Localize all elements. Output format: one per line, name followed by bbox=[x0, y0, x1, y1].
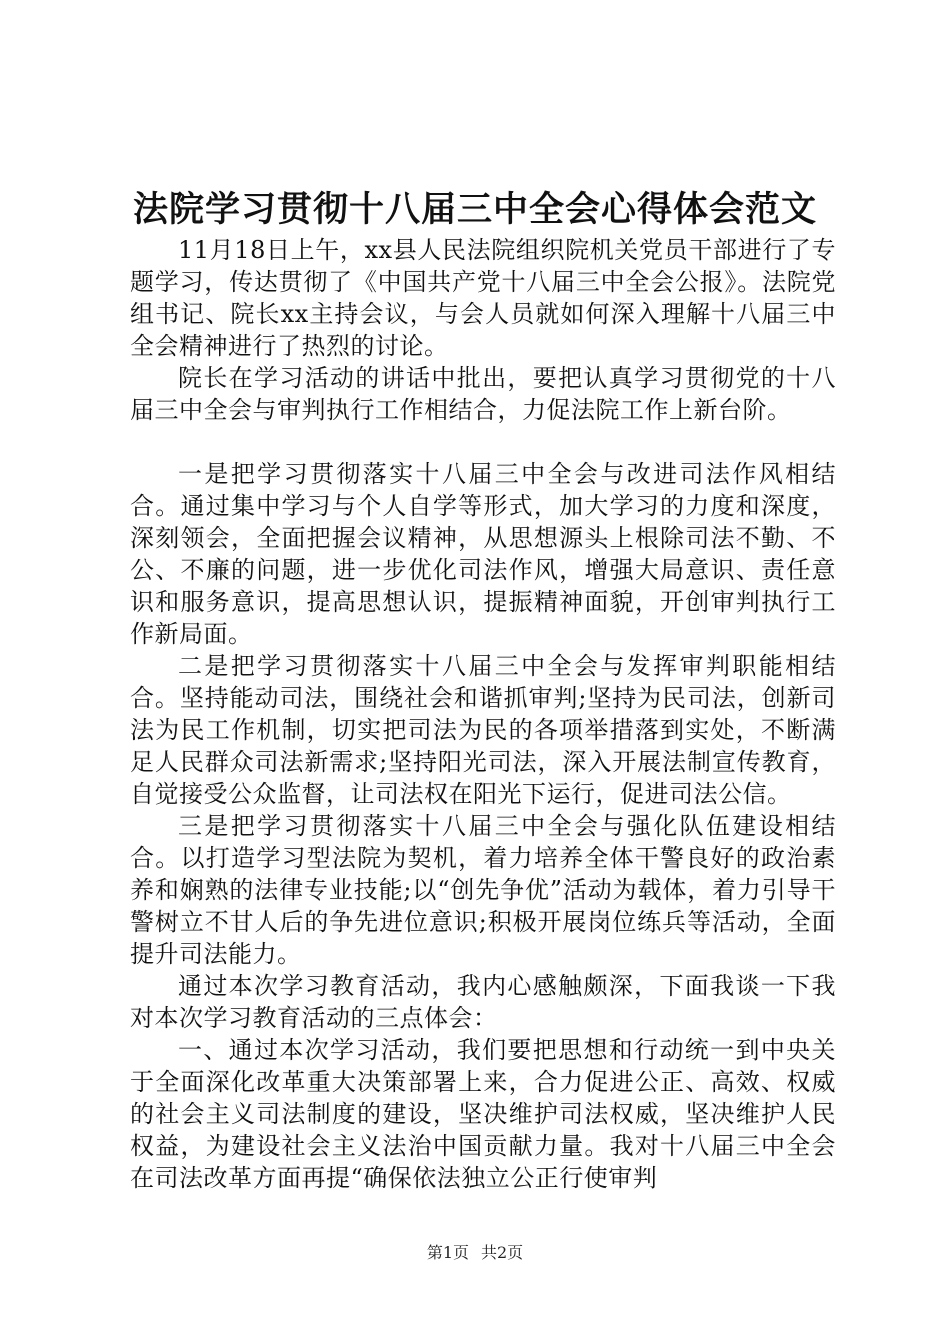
paragraph-president-speech: 院长在学习活动的讲话中批出，要把认真学习贯彻党的十八届三中全会与审判执行工作相结合，力促法院工作上新台阶。 bbox=[130, 364, 836, 424]
page-number: 第1页 bbox=[426, 1243, 469, 1262]
page-footer bbox=[0, 1243, 950, 1263]
paragraph-reflection-one: 一、通过本次学习活动，我们要把思想和行动统一到中央关于全面深化改革重大决策部署上来，合力促进公正、高效、权威的社会主义司法制度的建设，坚决维护司法权威，坚决维护人民权益，为建设社会主义法治中国贡献力量。我对十八届三中全会在司法改革方面再提“确保依法独立公正行使审判 bbox=[130, 1036, 836, 1192]
paragraph-point-two: 二是把学习贯彻落实十八届三中全会与发挥审判职能相结合。坚持能动司法，围绕社会和谐抓审判;坚持为民司法，创新司法为民工作机制，切实把司法为民的各项举措落到实处，不断满足人民群众司法新需求;坚持阳光司法，深入开展法制宣传教育，自觉接受公众监督，让司法权在阳光下运行，促进司法公信。 bbox=[130, 652, 836, 808]
paragraph-intro: 11月18日上午，xx县人民法院组织院机关党员干部进行了专题学习，传达贯彻了《中国共产党十八届三中全会公报》。法院党组书记、院长xx主持会议，与会人员就如何深入理解十八届三中全会精神进行了热烈的讨论。 bbox=[130, 236, 836, 360]
document-body bbox=[130, 234, 836, 1194]
paragraph-point-three: 三是把学习贯彻落实十八届三中全会与强化队伍建设相结合。以打造学习型法院为契机，着力培养全体干警良好的政治素养和娴熟的法律专业技能;以“创先争优”活动为载体，着力引导干警树立不甘人后的争先进位意识;积极开展岗位练兵等活动，全面提升司法能力。 bbox=[130, 812, 836, 968]
paragraph-reflection-intro: 通过本次学习教育活动，我内心感触颇深，下面我谈一下我对本次学习教育活动的三点体会： bbox=[130, 972, 836, 1032]
document-title: 法院学习贯彻十八届三中全会心得体会范文 bbox=[132, 189, 817, 230]
page-total: 共2页 bbox=[481, 1243, 524, 1262]
paragraph-point-one: 一是把学习贯彻落实十八届三中全会与改进司法作风相结合。通过集中学习与个人自学等形式，加大学习的力度和深度，深刻领会，全面把握会议精神，从思想源头上根除司法不勤、不公、不廉的问题，进一步优化司法作风，增强大局意识、责任意识和服务意识，提高思想认识，提振精神面貌，开创审判执行工作新局面。 bbox=[130, 460, 836, 648]
